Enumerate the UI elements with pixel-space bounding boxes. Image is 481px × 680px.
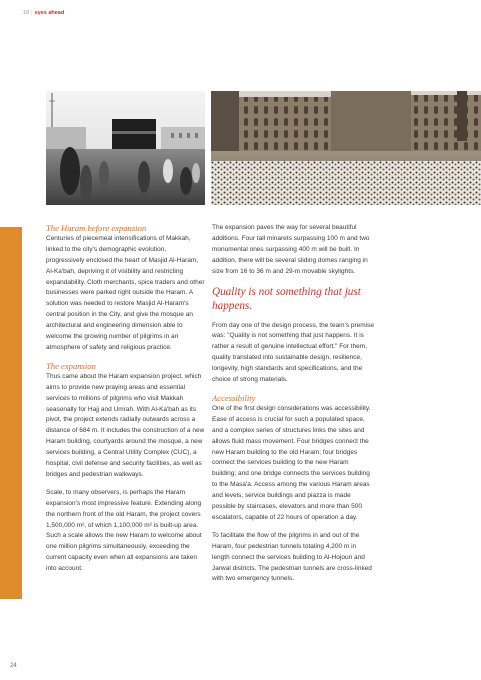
haram-courtyard-crowd-photo	[211, 91, 481, 205]
right-column	[212, 223, 374, 592]
paragraph-tunnels: To facilitate the flow of the pilgrims in and out of the Haram, four pedestrian tunnels totaling 4,200 m in length connect the services building to Al-Hojoun and Jarwal districts. The pedestrian tunnels are cross-linked with two emergency tunnels.	[212, 531, 372, 583]
page-number: 24	[10, 663, 17, 669]
heading-accessibility: Accessibility	[212, 392, 256, 403]
heading-haram-before-expansion: The Haram before expansion	[46, 223, 147, 233]
paragraph-haram-before-expansion: Centuries of piecemeal intensifications of Makkah, linked to the city's demographic evolution, progressively enclosed the heart of Masjid Al-Haram, Al-Ka'bah, depriving it of visibility and restricting expandability. Cloth merchants, spice traders and other businesses were parked right outside the Haram. A solution was needed to restore Masjid Al-Haram's central position in the City, and give the mosque an architectural and engineering dimension able to welcome the growing number of pilgrims in an atmosphere of safety and religious practice.	[46, 234, 205, 351]
left-column	[46, 223, 206, 582]
paragraph-the-expansion: Thus came about the Haram expansion project, which aims to provide new praying areas and essential services to millions of pilgrims who visit Makkah seasonally for Hajj and Umrah. With Al-Ka'bah as its pivot, the project extends radially outwards across a distance of 684 m. It includes the construction of a new Haram building, courtyards around the mosque, a new services building, a Central Utility Complex (CUC), a hospital, civil defense and security facilities, as well as bridges and pedestrian walkways.	[46, 372, 205, 478]
accent-side-bar	[0, 227, 22, 599]
paragraph-quality: From day one of the design process, the team's premise was: "Quality is not something that just happens. It is rather a result of genuine intellectual effort." For them, quality translated into sustainable design, resilience, longevity, high standards and specifications, and the choice of strong materials.	[212, 321, 375, 384]
heading-the-expansion: The expansion	[46, 360, 96, 371]
header-page-number: 18	[23, 10, 30, 16]
pull-quote: Quality is not something that just happens.	[212, 285, 361, 312]
paragraph-additions: The expansion paves the way for several beautiful additions. Four tall minarets surpassing 100 m and two monumental ones surpassing 400 m will be built. In addition, there will be several sliding domes ranging in size from 16 to 36 m and 29-m movable skylights.	[212, 224, 370, 275]
header-separator: |	[31, 10, 33, 16]
running-header	[23, 10, 64, 16]
paragraph-scale: Scale, to many observers, is perhaps the Haram expansion's most impressive feature. Extending along the northern front of the old Haram, the project covers 1,500,000 m², of which 1,100,000 m² is built-up area. Such a scale allows the new Haram to welcome about one million pilgrims simultaneously, exceeding the current capacity even when all expansions are taken into account.	[46, 488, 202, 573]
historic-haram-photo	[46, 91, 205, 205]
header-section-title: eyes ahead	[34, 10, 65, 16]
paragraph-accessibility: One of the first design considerations was accessibility. Ease of access is crucial for such a populated space, and a complex series of structures links the sites and allows fluid mass movement. Four bridges connect the new Haram building to the old Haram; four bridges connect the services building to the new Haram building; and one bridge connects the services building to the Masa'a. Access among the various Haram areas and levels, service buildings and piazza is made possible by staircases, elevators and more than 500 escalators, capable of 22 hours of operation a day.	[212, 404, 371, 521]
